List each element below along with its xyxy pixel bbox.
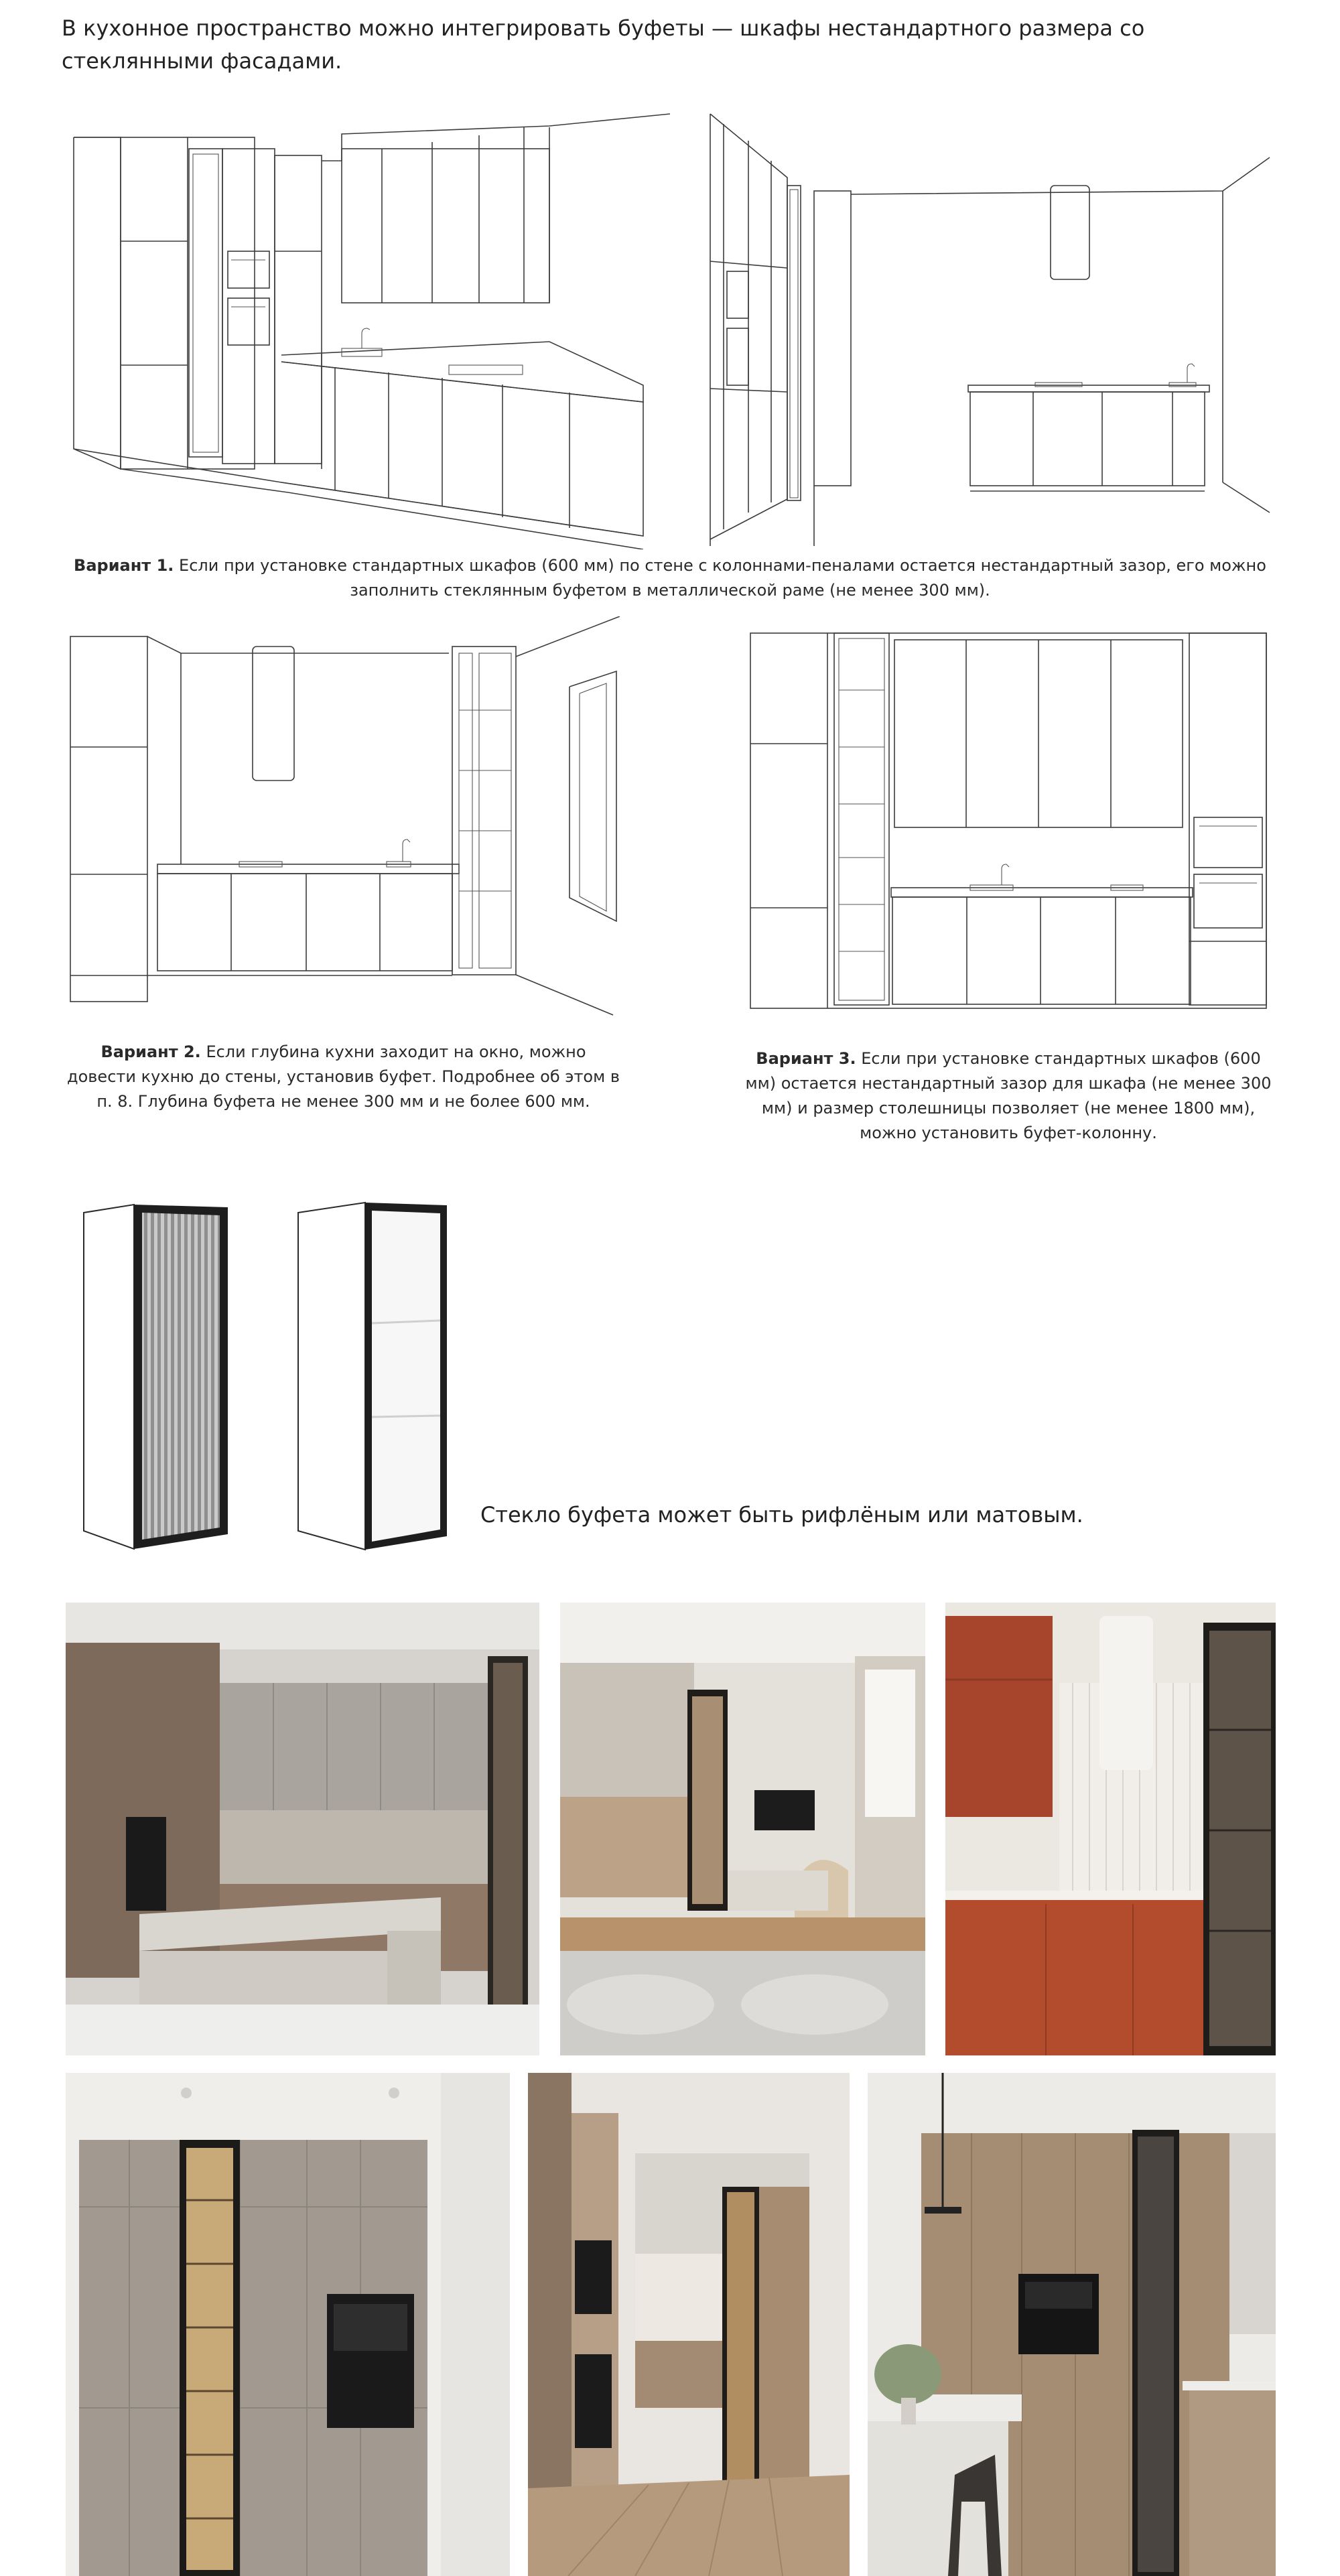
interior-photo-5 xyxy=(528,2073,850,2576)
kitchen-sketch-variant3 xyxy=(744,626,1280,1012)
caption-variant2: Вариант 2. Если глубина кухни заходит на окно, можно довести кухню до стены, установив буфет. Подробнее об этом в п. 8. Глубина буфета не менее 300 мм и не более 600 мм. xyxy=(67,1042,620,1111)
interior-photo-2 xyxy=(560,1603,925,2055)
interior-photo-6 xyxy=(868,2073,1276,2576)
interior-photo-4 xyxy=(66,2073,510,2576)
caption-variant3: Вариант 3. Если при установке стандартных шкафов (600 мм) остается нестандартный зазор для шкафа (не менее 300 мм) и размер столешницы позволяет (не менее 1800 мм), можно установить буфет-колонну. xyxy=(745,1049,1272,1142)
intro-text: В кухонное пространство можно интегрировать буфеты — шкафы нестандартного размера со стеклянными фасадами. xyxy=(62,15,1145,74)
kitchen-sketch-variant1-right xyxy=(707,111,1276,553)
caption-variant1: Вариант 1. Если при установке стандартных шкафов (600 мм) по стене с колоннами-пеналами остается нестандартный зазор, его можно заполнить стеклянным буфетом в металлической раме (не менее 300 мм). xyxy=(74,556,1266,600)
interior-photo-3 xyxy=(945,1603,1276,2055)
kitchen-sketch-variant1-left xyxy=(67,107,683,549)
kitchen-sketch-variant2 xyxy=(64,616,633,1018)
glass-note: Стекло буфета может быть рифлёным или матовым. xyxy=(480,1502,1083,1528)
matte-glass-cabinet-render xyxy=(291,1196,456,1554)
fluted-glass-cabinet-render xyxy=(77,1199,245,1554)
interior-photo-1 xyxy=(66,1603,539,2055)
